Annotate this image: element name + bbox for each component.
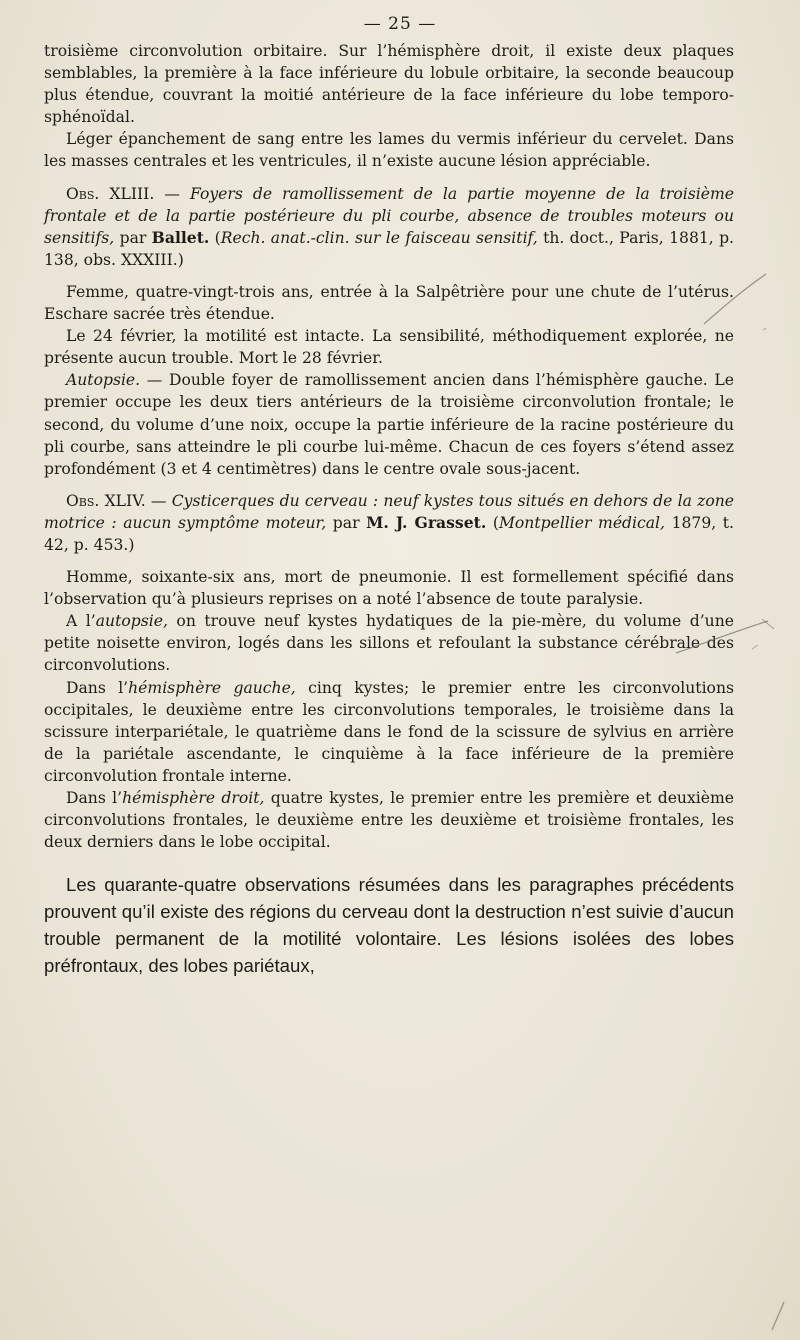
text-body: cinq kystes; le premier entre les circonvolutions occipitales, le deuxième entre les circonvolutions temporales, le troisième dans la scissure interpariétale, le quatrième dans le fond de la scissure de sylvius en arrière de la pariétale ascendante, le cinquième à la face inférieure de la première circonvolution frontale interne. bbox=[44, 678, 734, 785]
dash: — bbox=[145, 491, 172, 510]
pencil-mark-top bbox=[700, 270, 770, 330]
observation-title: Cysticerques du cerveau : neuf kystes tous situés en dehors de la zone motrice : aucun symptôme moteur, bbox=[44, 491, 734, 532]
text-body: on trouve neuf kystes hydatiques de la pie-mère, du volume d’une petite noisette environ, logés dans les sillons et refoulant la substance cérébrale des circonvolutions. bbox=[44, 612, 734, 675]
observation-author: M. J. Grasset. bbox=[366, 512, 487, 532]
observation-43-heading bbox=[44, 183, 734, 271]
paragraph-fevrier: Le 24 février, la motilité est intacte. La sensibilité, méthodiquement explorée, ne présente aucun trouble. Mort le 28 février. bbox=[44, 327, 734, 368]
observation-label: Obs. XLIII. bbox=[66, 184, 155, 203]
paragraph-femme: Femme, quatre-vingt-trois ans, entrée à la Salpêtrière pour une chute de l’utérus. Eschare sacrée très étendue. bbox=[44, 282, 734, 324]
text-pre: A l’ bbox=[66, 612, 96, 631]
pencil-mark-middle bbox=[670, 615, 780, 660]
autopsie-text: — Double foyer de ramollissement ancien dans l’hémisphère gauche. Le premier occupe les deux tiers antérieurs de la troisième circonvolution frontale; le second, du volume d’une noix, occupe la partie inférieure de la racine postérieure du pli courbe, sans atteindre le pli courbe lui-même. Chacun de ces foyers s’étend assez profondément (3 et 4 centimètres) dans le centre ovale sous-jacent. bbox=[44, 371, 734, 478]
reference-details: 1879, t. 42, p. 453.) bbox=[44, 513, 735, 554]
paragraph-cervelet: Léger épanchement de sang entre les lames du vermis inférieur du cervelet. Dans les masses centrales et les ventricules, il n’existe aucune lésion appréciable. bbox=[44, 130, 734, 171]
observation-title: Foyers de ramollissement de la partie moyenne de la troisième frontale et de la partie postérieure du pli courbe, absence de troubles moteurs ou sensitifs, bbox=[44, 184, 734, 247]
paragraph-homme: Homme, soixante-six ans, mort de pneumonie. Il est formellement spécifié dans l’observation qu’à plusieurs reprises on a noté l’absence de toute paralysie. bbox=[44, 568, 734, 609]
page-number: — 25 — bbox=[363, 14, 437, 34]
page-text bbox=[44, 40, 734, 979]
observation-author: Ballet. bbox=[151, 227, 210, 247]
observation-label: Obs. XLIV. bbox=[66, 491, 146, 510]
reference-journal: Rech. anat.-clin. sur le faisceau sensitif, bbox=[220, 228, 538, 247]
autopsie-label: Autopsie. bbox=[66, 371, 141, 390]
reference-journal: Montpellier médical, bbox=[498, 513, 665, 532]
paragraph-hemisphere-gauche bbox=[44, 677, 734, 787]
dash: — bbox=[154, 184, 190, 203]
by-text: par bbox=[326, 513, 367, 532]
text-pre: Dans l’ bbox=[66, 678, 129, 697]
ref-open: ( bbox=[209, 228, 221, 247]
text-pre: Dans l’ bbox=[66, 789, 123, 807]
text-body: quatre kystes, le premier entre les première et deuxième circonvolutions frontales, le deuxième entre les deuxième et troisième frontales, les deux derniers dans le lobe occipital. bbox=[44, 789, 734, 852]
paragraph-hemisphere-droit bbox=[44, 787, 734, 853]
emphasis: hémisphère droit, bbox=[122, 789, 265, 807]
emphasis: autopsie, bbox=[95, 612, 168, 631]
ref-open: ( bbox=[486, 513, 499, 532]
paragraph-continuation: troisième circonvolution orbitaire. Sur l’hémisphère droit, il existe deux plaques semblables, la première à la face inférieure du lobule orbitaire, la seconde beaucoup plus étendue, couvrant la moitié antérieure de la face inférieure du lobe temporo-sphénoïdal. bbox=[44, 42, 734, 127]
emphasis: hémisphère gauche, bbox=[128, 678, 296, 697]
conclusion-paragraph: Les quarante-quatre observations résumées dans les paragraphes précédents prouvent qu’il existe des régions du cerveau dont la destruction n’est suivie d’aucun trouble permanent de la motilité volontaire. Les lésions isolées des lobes préfrontaux, des lobes pariétaux, bbox=[44, 874, 734, 977]
paragraph-autopsie bbox=[44, 369, 734, 479]
by-text: par bbox=[114, 228, 152, 247]
pencil-mark-bottom bbox=[766, 1300, 790, 1334]
observation-44-heading bbox=[44, 490, 734, 556]
reference-details: th. doct., Paris, 1881, p. 138, obs. XXXIII.) bbox=[44, 228, 735, 269]
paragraph-autopsie-kystes bbox=[44, 610, 734, 676]
